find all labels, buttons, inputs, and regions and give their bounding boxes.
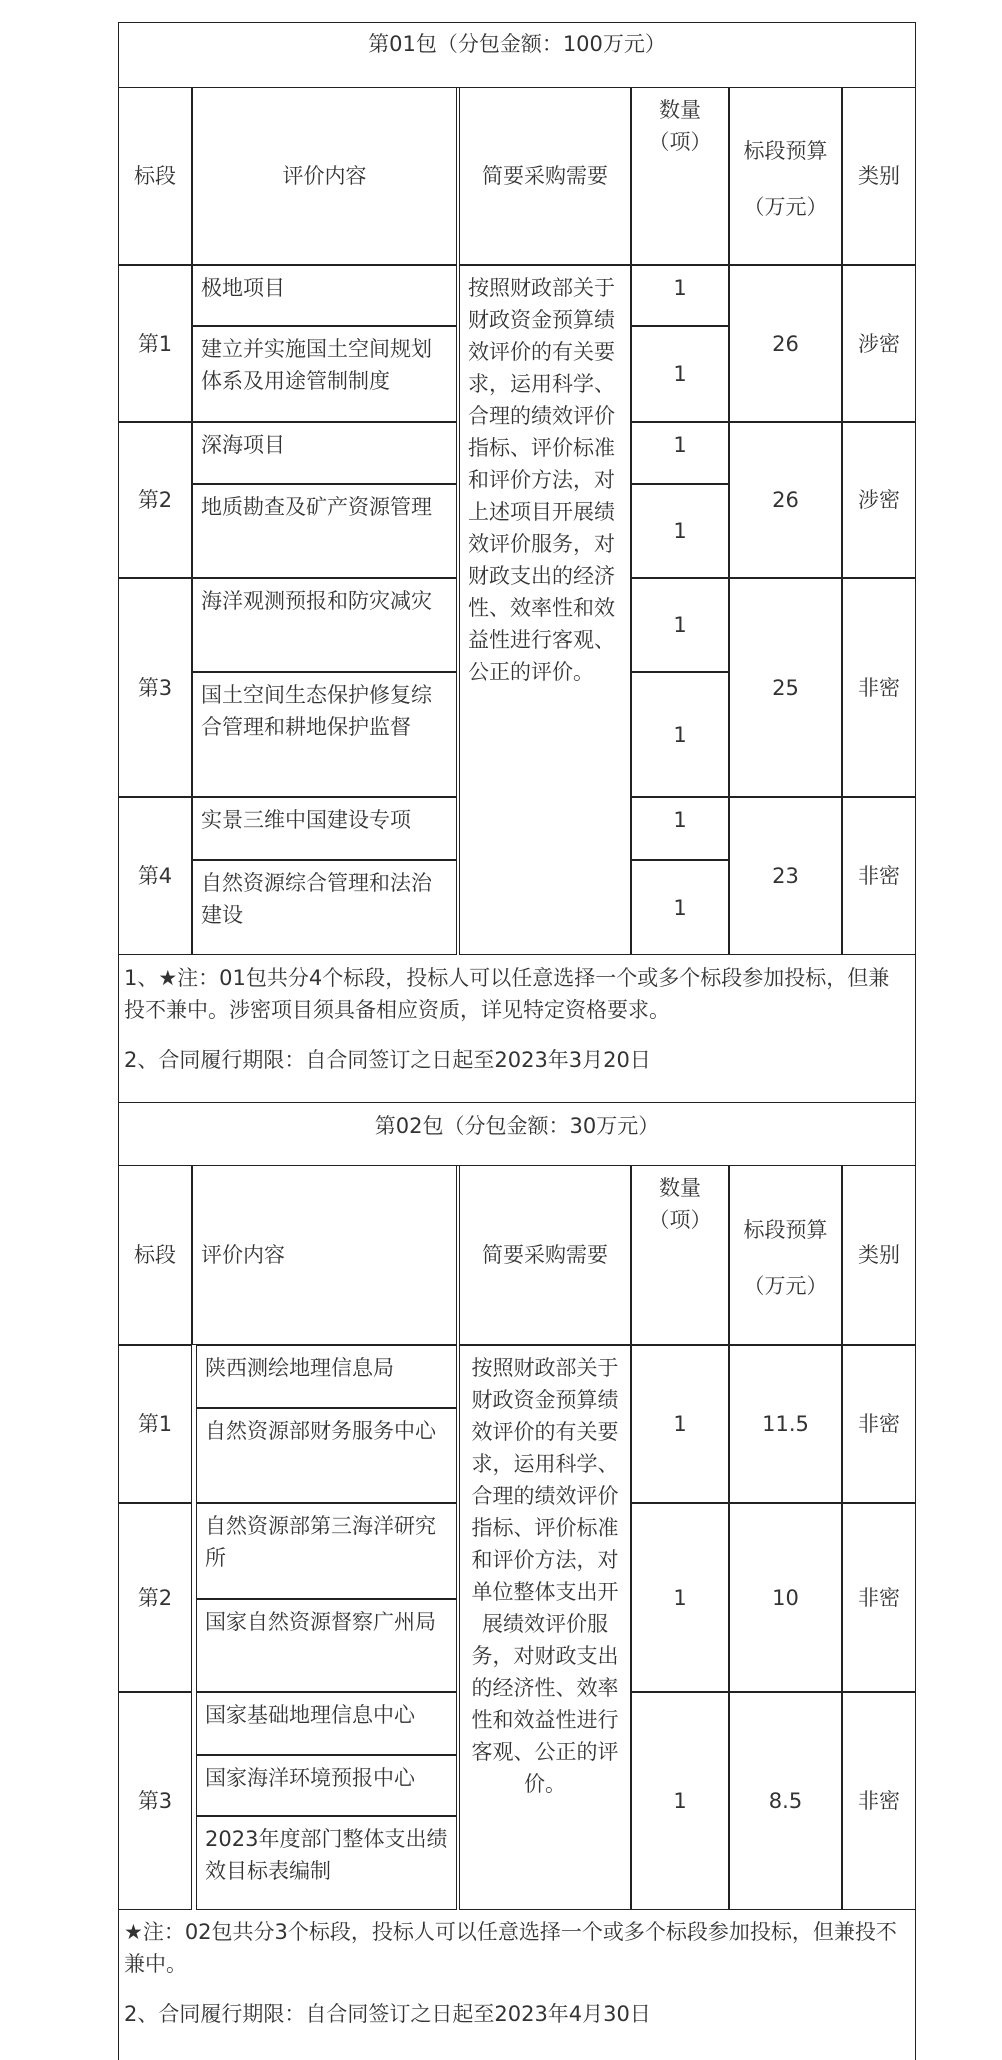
p1-quantity-cell: 1 (631, 326, 729, 422)
p1-category-cell: 非密 (842, 797, 916, 955)
p1-note-1: 1、★注：01包共分4个标段，投标人可以任意选择一个或多个标段参加投标，但兼投不兼中。涉密项目须具备相应资质，详见特定资格要求。 (124, 966, 890, 1022)
p2-header-content: 评价内容 (192, 1165, 457, 1345)
p1-budget-cell: 23 (729, 797, 842, 955)
p1-quantity-cell: 1 (631, 797, 729, 860)
p2-note-2: 2、合同履行期限：自合同签订之日起至2023年4月30日 (124, 2002, 651, 2026)
p2-quantity-cell: 1 (631, 1345, 729, 1503)
p2-content-cell: 国家自然资源督察广州局 (196, 1599, 457, 1692)
p2-content-cell: 自然资源部第三海洋研究所 (196, 1503, 457, 1599)
p1-content-cell: 深海项目 (192, 422, 457, 484)
p1-header-budget: 标段预算 （万元） (729, 87, 842, 265)
p1-requirement-cell: 按照财政部关于财政资金预算绩效评价的有关要求，运用科学、合理的绩效评价指标、评价标准和评价方法，对上述项目开展绩效评价服务，对财政支出的经济性、效率性和效益性进行客观、公正的评价。 (459, 265, 631, 955)
p2-content-cell: 国家基础地理信息中心 (196, 1692, 457, 1755)
p1-content-cell: 地质勘查及矿产资源管理 (192, 484, 457, 578)
p2-section-label: 第3 (118, 1692, 192, 1910)
p2-header-section: 标段 (118, 1165, 192, 1345)
p1-content-cell: 自然资源综合管理和法治建设 (192, 860, 457, 955)
package2-title: 第02包（分包金额：30万元） (374, 1114, 660, 1138)
p1-quantity-cell: 1 (631, 672, 729, 797)
p1-quantity-cell: 1 (631, 484, 729, 578)
p2-header-quantity: 数量（项） (631, 1165, 729, 1345)
p2-section-label: 第2 (118, 1503, 192, 1692)
p1-note-2: 2、合同履行期限：自合同签订之日起至2023年3月20日 (124, 1048, 651, 1072)
p2-quantity-cell: 1 (631, 1503, 729, 1692)
p1-header-requirement: 简要采购需要 (459, 87, 631, 265)
p1-section-label: 第2 (118, 422, 192, 578)
p2-category-cell: 非密 (842, 1692, 916, 1910)
p1-content-cell: 建立并实施国土空间规划体系及用途管制制度 (192, 326, 457, 422)
p2-requirement-cell: 按照财政部关于财政资金预算绩效评价的有关要求，运用科学、合理的绩效评价指标、评价标准和评价方法，对单位整体支出开展绩效评价服务，对财政支出的经济性、效率性和效益性进行客观、公正的评价。 (459, 1345, 631, 1910)
p2-content-cell: 国家海洋环境预报中心 (196, 1755, 457, 1816)
p1-content-cell: 实景三维中国建设专项 (192, 797, 457, 860)
p1-header-category: 类别 (842, 87, 916, 265)
package1-title: 第01包（分包金额：100万元） (368, 32, 666, 56)
p2-header-requirement: 简要采购需要 (459, 1165, 631, 1345)
p1-budget-cell: 26 (729, 422, 842, 578)
p1-content-cell: 国土空间生态保护修复综合管理和耕地保护监督 (192, 672, 457, 797)
p2-section-label: 第1 (118, 1345, 192, 1503)
p1-section-label: 第4 (118, 797, 192, 955)
p2-budget-cell: 10 (729, 1503, 842, 1692)
p2-category-cell: 非密 (842, 1503, 916, 1692)
p2-budget-cell: 11.5 (729, 1345, 842, 1503)
p1-header-section: 标段 (118, 87, 192, 265)
p1-quantity-cell: 1 (631, 860, 729, 955)
p2-content-cell: 陕西测绘地理信息局 (196, 1345, 457, 1408)
p2-header-category: 类别 (842, 1165, 916, 1345)
p1-quantity-cell: 1 (631, 265, 729, 326)
p2-category-cell: 非密 (842, 1345, 916, 1503)
p1-section-label: 第3 (118, 578, 192, 797)
p1-category-cell: 涉密 (842, 422, 916, 578)
p2-budget-cell: 8.5 (729, 1692, 842, 1910)
p1-section-label: 第1 (118, 265, 192, 422)
p1-budget-cell: 26 (729, 265, 842, 422)
p1-category-cell: 涉密 (842, 265, 916, 422)
p2-content-cell: 自然资源部财务服务中心 (196, 1408, 457, 1503)
p2-header-budget: 标段预算 （万元） (729, 1165, 842, 1345)
p1-header-quantity: 数量（项） (631, 87, 729, 265)
p2-content-cell: 2023年度部门整体支出绩效目标表编制 (196, 1816, 457, 1910)
p2-note-1: ★注：02包共分3个标段，投标人可以任意选择一个或多个标段参加投标，但兼投不兼中。 (124, 1920, 897, 1976)
p1-header-content: 评价内容 (192, 87, 457, 265)
p1-content-cell: 极地项目 (192, 265, 457, 326)
p1-content-cell: 海洋观测预报和防灾减灾 (192, 578, 457, 672)
p1-quantity-cell: 1 (631, 422, 729, 484)
p1-budget-cell: 25 (729, 578, 842, 797)
p1-quantity-cell: 1 (631, 578, 729, 672)
p2-quantity-cell: 1 (631, 1692, 729, 1910)
p1-category-cell: 非密 (842, 578, 916, 797)
